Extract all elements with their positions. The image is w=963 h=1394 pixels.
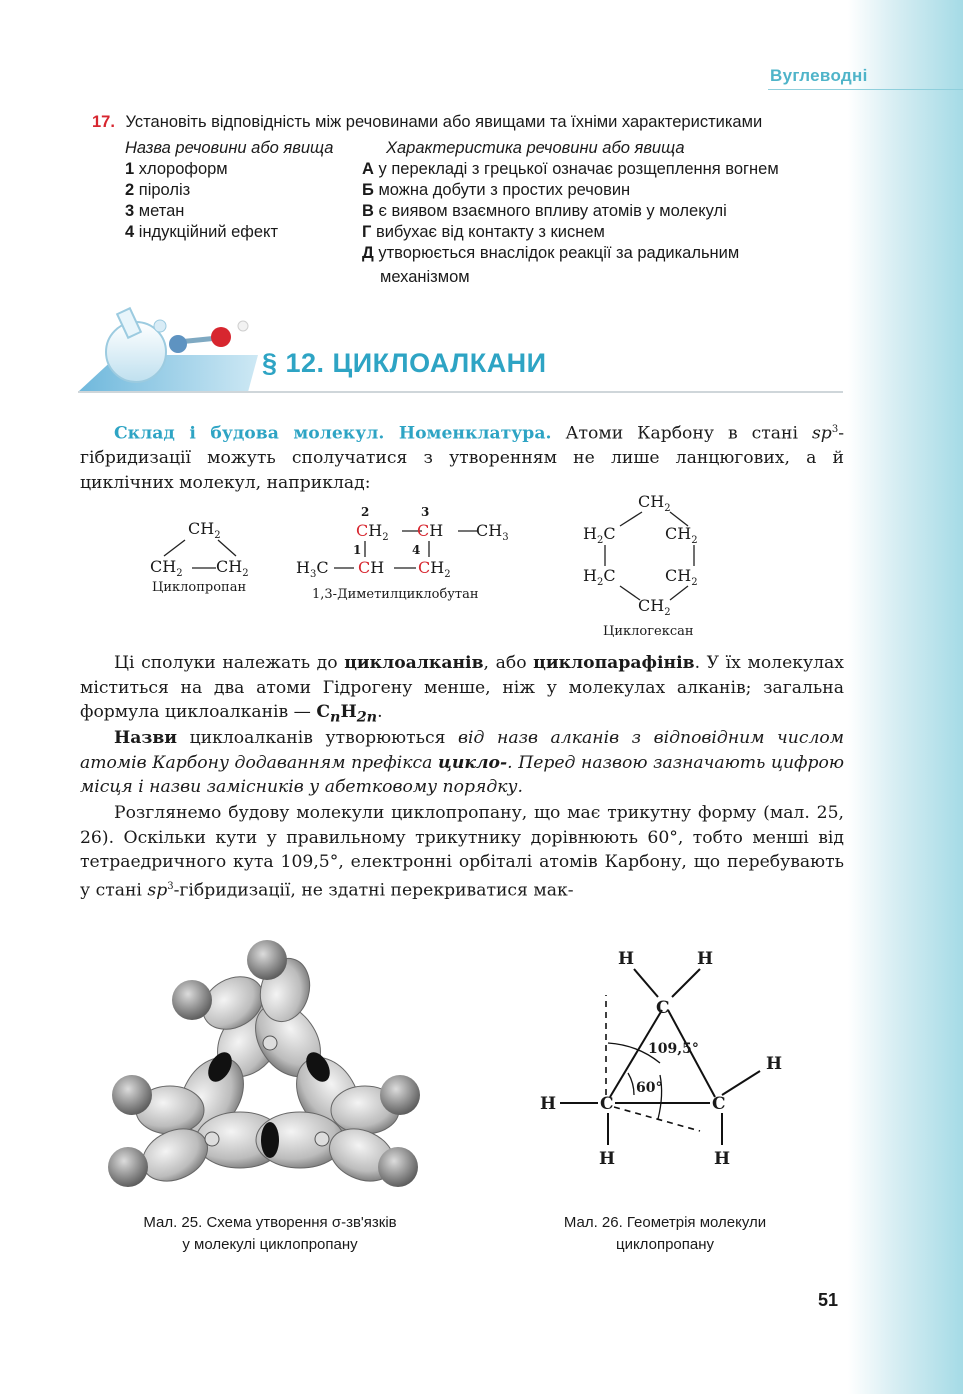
left-item: 4 індукційний ефект: [125, 223, 279, 241]
atom-label: C: [600, 1094, 614, 1114]
geometry-figure: [530, 935, 800, 1180]
locant: 1: [353, 543, 362, 557]
question-17: [92, 113, 762, 132]
left-column-heading: Назва речовини або явища: [125, 139, 334, 157]
atom-label: C: [712, 1094, 726, 1114]
right-item: Д утворюється внаслідок реакції за радикальним: [362, 244, 740, 262]
atom-label: H: [766, 1054, 783, 1074]
cyclobutane-atom: $CH_2$: [418, 558, 451, 581]
atom-label: H: [540, 1094, 557, 1114]
cyclobutane-atom: CH: [417, 521, 444, 540]
carbon-nucleus: [205, 1132, 219, 1146]
question-number: 17.: [92, 113, 115, 131]
atom-label: H: [618, 949, 635, 969]
paragraph-nomenclature: Назви циклоалканів утворюються від назв алканів з відповідним числом атомів Карбону додаванням префікса цикло-. Перед назвою зазначають цифрою місця і назви замісників у абетковому порядку.: [80, 728, 844, 797]
running-header: Вуглеводні: [770, 66, 868, 85]
left-item: 2 піроліз: [125, 181, 191, 199]
atom-label: H: [599, 1149, 616, 1169]
locant: 4: [412, 543, 421, 557]
paragraph-lead: Склад і будова молекул. Номенклатура.: [114, 423, 552, 444]
right-item: А у перекладі з грецької означає розщеплення вогнем: [362, 160, 779, 178]
section-rule: [78, 391, 843, 393]
header-rule: [768, 89, 963, 90]
carbon-nucleus: [315, 1132, 329, 1146]
cyclohexane-atom: $CH_2$: [665, 524, 698, 547]
paragraph-definition: Ці сполуки належать до циклоалканів, або циклопарафінів. У їх молекулах міститься на два атоми Гідрогену менше, ніж у молекулах алканів; загальна формула циклоалканів — $C_nH_{2n}$.: [80, 653, 844, 726]
atom-label: C: [656, 998, 670, 1018]
figure-26-caption: Мал. 26. Геометрія молекули циклопропану: [563, 1214, 767, 1253]
cyclopropane-atom: $CH_2$: [216, 557, 249, 580]
hydrogen-atom: [378, 1147, 418, 1187]
cyclobutane-atom: CH: [358, 558, 385, 577]
cyclobutane-atom: $CH_2$: [356, 521, 389, 544]
cyclobutane-atom: $CH_3$: [476, 521, 509, 544]
banner-base-shape: [78, 355, 258, 392]
cyclobutane-atom: $H_3C$: [296, 558, 329, 581]
cyclohexane-label: Циклогексан: [603, 624, 694, 639]
hydrogen-atom: [172, 980, 212, 1020]
locant: 3: [421, 505, 430, 519]
atom-label: H: [714, 1149, 731, 1169]
page-number: 51: [818, 1290, 839, 1310]
section-title: § 12. ЦИКЛОАЛКАНИ: [262, 348, 547, 378]
figure-25-caption: Мал. 25. Схема утворення σ-зв'язків у молекулі циклопропану: [143, 1214, 397, 1253]
hydrogen-atom: [112, 1075, 152, 1115]
right-item-continuation: механізмом: [380, 268, 470, 286]
cyclopropane-atom: $CH_2$: [150, 557, 183, 580]
paragraph-structure: Розглянемо будову молекули циклопропану, що має трикутну форму (мал. 25, 26). Оскільки кути у правильному трикутнику дорівнюють 60°, тобто менші від тетраедричного кута 109,5°, електронні орбіталі атомів Карбону, що перебувають у стані $sp^3$-гібридизації, не здатні перекриватися мак-: [80, 803, 844, 901]
paragraph-intro: Склад і будова молекул. Номенклатура. Атоми Карбону в стані $sp^3$-гібридизації можуть сполучатися з утворенням не лише ланцюгових, а й циклічних молекул, наприклад:: [80, 423, 844, 493]
cyclopropane-label: Циклопропан: [152, 580, 247, 595]
orbital-overlap-figure: [100, 935, 430, 1200]
angle-label: 60°: [636, 1080, 663, 1096]
hydrogen-atom: [108, 1147, 148, 1187]
cyclohexane-atom: $H_2C$: [583, 524, 616, 547]
cyclohexane-atom: $H_2C$: [583, 566, 616, 589]
carbon-nucleus: [263, 1036, 277, 1050]
page-margin-decoration: [848, 0, 963, 1394]
right-column-heading: Характеристика речовини або явища: [386, 139, 685, 157]
left-item: 1 хлороформ: [125, 160, 228, 178]
atom-label: H: [697, 949, 714, 969]
locant: 2: [361, 505, 370, 519]
cyclopropane-atom: $CH_2$: [188, 519, 221, 542]
cyclohexane-atom: $CH_2$: [638, 492, 671, 515]
dimethylcyclobutane-label: 1,3-Диметилциклобутан: [312, 587, 479, 602]
right-item: Г вибухає від контакту з киснем: [362, 223, 605, 241]
question-text: Установіть відповідність між речовинами або явищами та їхніми характеристиками: [125, 113, 763, 131]
cyclohexane-atom: $CH_2$: [638, 596, 671, 619]
hydrogen-atom: [247, 940, 287, 980]
oxygen-atom-icon: [211, 327, 231, 347]
cyclohexane-atom: $CH_2$: [665, 566, 698, 589]
hydrogen-atom: [380, 1075, 420, 1115]
angle-label: 109,5°: [648, 1041, 699, 1057]
right-item: Б можна добути з простих речовин: [362, 181, 631, 199]
left-item: 3 метан: [125, 202, 185, 220]
right-item: В є виявом взаємного впливу атомів у молекулі: [362, 202, 727, 220]
molecule-atom-icon: [169, 335, 187, 353]
